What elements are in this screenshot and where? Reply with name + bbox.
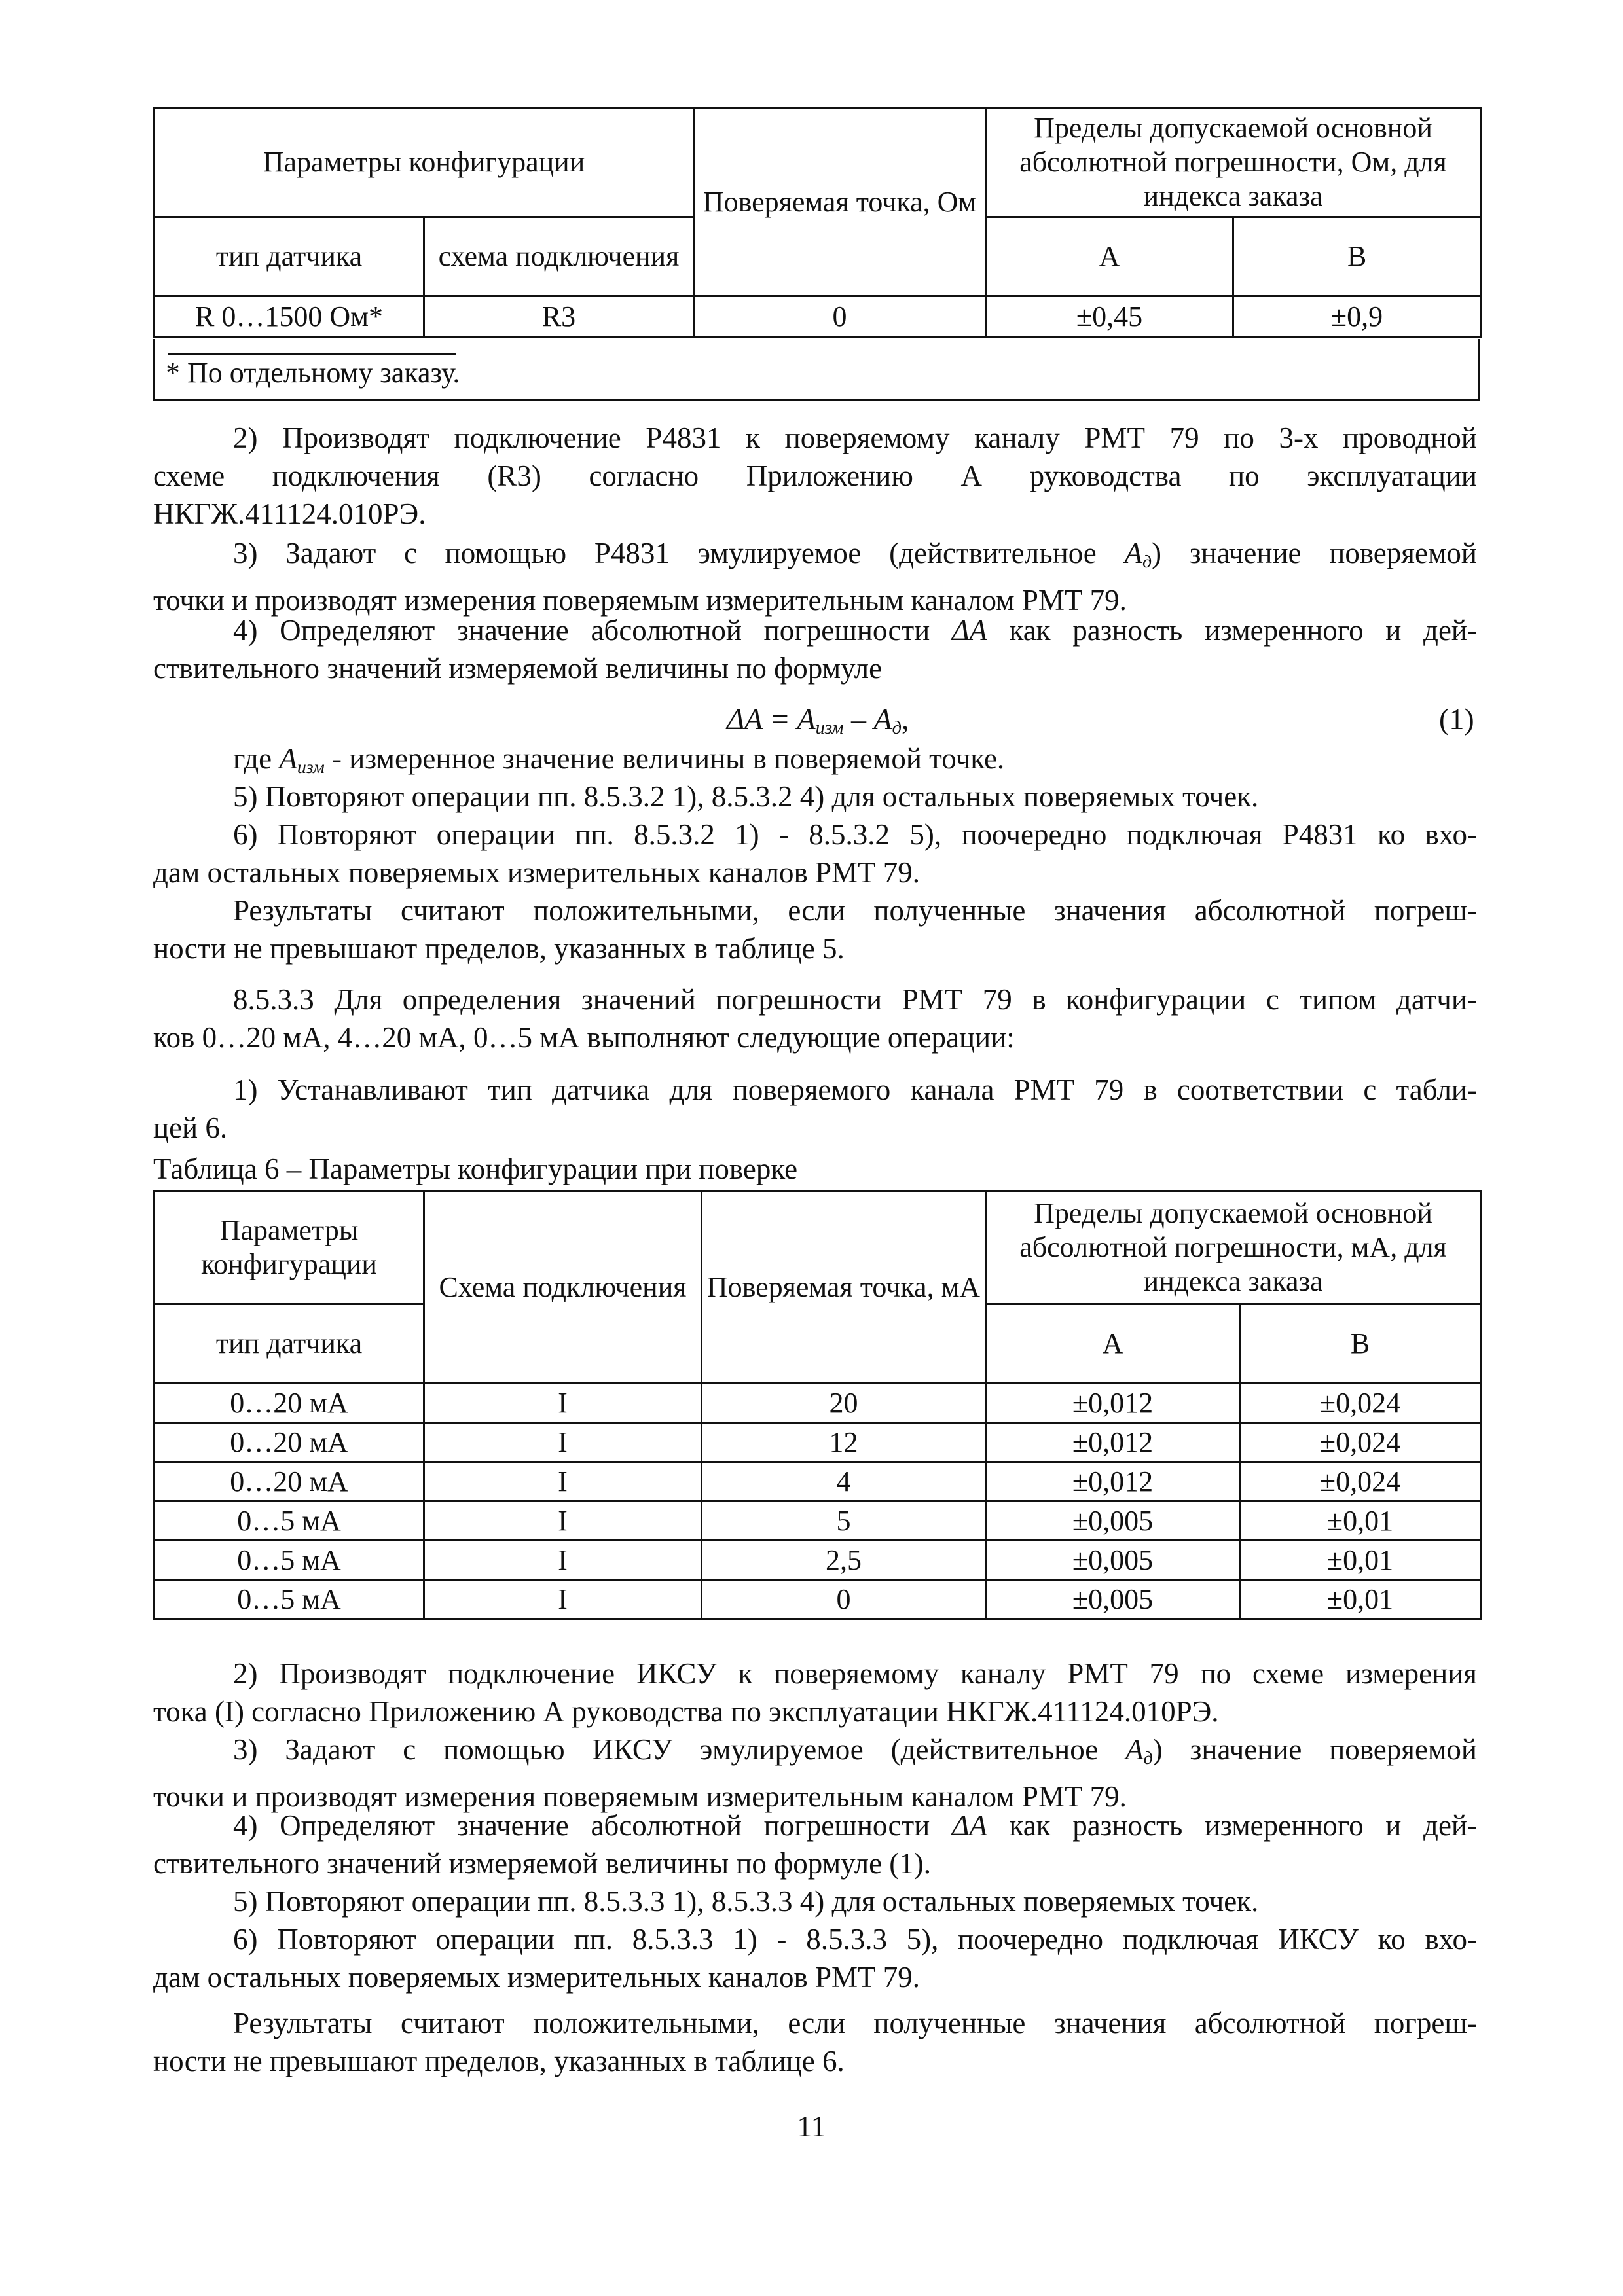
t6-cell-scheme: I (424, 1423, 702, 1462)
t6-header-params: Параметры конфигурации (155, 1191, 424, 1304)
paragraph-3 (153, 534, 1477, 619)
text-line: 2) Производят подключение Р4831 к поверяемому каналу РМТ 79 по 3-х проводной (233, 422, 1477, 454)
symbol-delta-a: ΔA (951, 614, 987, 647)
text-line: дам остальных поверяемых измерительных каналов РМТ 79. (153, 1961, 921, 1994)
paragraph-4 (153, 611, 1477, 687)
t5-header-b: В (1233, 217, 1481, 296)
table-row (155, 1423, 1481, 1462)
paragraph-6 (153, 816, 1477, 891)
paragraph-q3 (153, 1731, 1477, 1816)
formula-end: , (902, 702, 909, 736)
t6-cell-sensor: 0…20 мА (155, 1423, 424, 1462)
text-fragment: ) значение поверяемой (1152, 537, 1478, 569)
text-line: тока (I) согласно Приложению А руководства по эксплуатации НКГЖ.411124.010РЭ. (153, 1695, 1219, 1728)
t6-cell-sensor: 0…5 мА (155, 1541, 424, 1580)
symbol-a: A (279, 742, 297, 775)
t6-cell-scheme: I (424, 1462, 702, 1501)
t5-header-a: А (986, 217, 1233, 296)
formula-lhs: ΔA = A (727, 702, 816, 736)
t5-cell-b: ±0,9 (1233, 296, 1481, 338)
text-line: ности не превышают пределов, указанных в таблице 5. (153, 932, 845, 965)
t6-cell-a: ±0,012 (986, 1462, 1240, 1501)
t6-cell-b: ±0,01 (1240, 1580, 1481, 1619)
text-fragment: как разность измеренного и дей- (987, 614, 1477, 647)
t6-cell-b: ±0,024 (1240, 1423, 1481, 1462)
t6-header-limits: Пределы допускаемой основной абсолютной погрешности, мА, для индекса заказа (986, 1191, 1481, 1304)
text-fragment: 3) Задают с помощью Р4831 эмулируемое (действительное (233, 537, 1125, 569)
formula-1 (727, 702, 909, 739)
text-line: 5) Повторяют операции пп. 8.5.3.3 1), 8.5.3.3 4) для остальных поверяемых точек. (233, 1885, 1259, 1918)
table-row (155, 1462, 1481, 1501)
table-row (155, 1580, 1481, 1619)
text-fragment: ) значение поверяемой (1152, 1733, 1477, 1766)
t6-cell-a: ±0,005 (986, 1580, 1240, 1619)
symbol-delta-a: ΔA (951, 1809, 987, 1842)
paragraph-results (153, 891, 1477, 967)
t5-header-point: Поверяемая точка, Ом (694, 108, 986, 296)
paragraph-q-results (153, 2004, 1477, 2080)
text-fragment: как разность измеренного и дей- (987, 1809, 1477, 1842)
t5-cell-sensor: R 0…1500 Ом* (155, 296, 424, 338)
t6-cell-point: 4 (702, 1462, 986, 1501)
text-line (153, 611, 1477, 649)
t6-cell-point: 5 (702, 1501, 986, 1541)
t6-cell-sensor: 0…5 мА (155, 1501, 424, 1541)
text-fragment: 4) Определяют значение абсолютной погрешности (233, 1809, 952, 1842)
t6-cell-a: ±0,005 (986, 1541, 1240, 1580)
text-line: 2) Производят подключение ИКСУ к поверяемому каналу РМТ 79 по схеме измерения (233, 1657, 1477, 1690)
t6-cell-scheme: I (424, 1541, 702, 1580)
t6-cell-a: ±0,012 (986, 1423, 1240, 1462)
footnote-divider (168, 353, 456, 355)
text-line: 6) Повторяют операции пп. 8.5.3.3 1) - 8.5.3.3 5), поочередно подключая ИКСУ ко вхо- (233, 1923, 1477, 1956)
t6-cell-a: ±0,012 (986, 1384, 1240, 1423)
text-line: НКГЖ.411124.010РЭ. (153, 497, 426, 530)
symbol-a: A (1124, 537, 1142, 569)
t6-cell-scheme: I (424, 1384, 702, 1423)
text-line: 8.5.3.3 Для определения значений погрешности РМТ 79 в конфигурации с типом датчи- (233, 983, 1477, 1016)
text-fragment: 3) Задают с помощью ИКСУ эмулируемое (действительное (233, 1733, 1126, 1766)
t6-cell-sensor: 0…20 мА (155, 1462, 424, 1501)
text-line: цей 6. (153, 1111, 228, 1144)
t6-cell-b: ±0,024 (1240, 1462, 1481, 1501)
paragraph-q4 (153, 1806, 1477, 1882)
paragraph-q5 (153, 1882, 1477, 1920)
text-fragment: где (233, 742, 280, 775)
text-line: ствительного значений измеряемой величины по формуле (1). (153, 1847, 932, 1880)
subscript: д (1142, 551, 1152, 572)
step-1 (153, 1071, 1477, 1147)
text-line: Результаты считают положительными, если полученные значения абсолютной погреш- (233, 2007, 1477, 2039)
t6-header-b: В (1240, 1304, 1481, 1384)
paragraph-q2 (153, 1655, 1477, 1731)
t6-cell-scheme: I (424, 1501, 702, 1541)
t6-cell-sensor: 0…20 мА (155, 1384, 424, 1423)
text-line (153, 1731, 1477, 1778)
t6-header-sensor: тип датчика (155, 1304, 424, 1384)
t6-cell-a: ±0,005 (986, 1501, 1240, 1541)
t5-header-sensor: тип датчика (155, 217, 424, 296)
t6-cell-point: 0 (702, 1580, 986, 1619)
formula-mid: – A (843, 702, 892, 736)
t5-header-limits: Пределы допускаемой основной абсолютной погрешности, Ом, для индекса заказа (986, 108, 1481, 217)
subscript: д (1143, 1748, 1153, 1768)
t6-cell-point: 12 (702, 1423, 986, 1462)
table-6 (153, 1190, 1482, 1620)
text-line: ности не превышают пределов, указанных в таблице 6. (153, 2045, 845, 2077)
t5-cell-scheme: R3 (424, 296, 694, 338)
table-row (155, 1541, 1481, 1580)
t6-header-point: Поверяемая точка, мА (702, 1191, 986, 1384)
t5-cell-point: 0 (694, 296, 986, 338)
symbol-a: A (1125, 1733, 1144, 1766)
page-number: 11 (797, 2109, 826, 2143)
t6-cell-b: ±0,01 (1240, 1541, 1481, 1580)
paragraph-5 (153, 778, 1477, 816)
text-fragment: - измеренное значение величины в поверяемой точке. (324, 742, 1005, 775)
paragraph-q6 (153, 1920, 1477, 1996)
table-row (155, 296, 1481, 338)
t6-cell-b: ±0,01 (1240, 1501, 1481, 1541)
t6-cell-b: ±0,024 (1240, 1384, 1481, 1423)
text-line: ков 0…20 мА, 4…20 мА, 0…5 мА выполняют следующие операции: (153, 1021, 1015, 1054)
text-line: 6) Повторяют операции пп. 8.5.3.2 1) - 8.5.3.2 5), поочередно подключая Р4831 ко вхо- (233, 818, 1477, 851)
text-fragment: 4) Определяют значение абсолютной погрешности (233, 614, 952, 647)
footnote-text: * По отдельному заказу. (166, 357, 460, 389)
text-line (153, 1806, 1477, 1844)
text-line: ствительного значений измеряемой величины по формуле (153, 652, 883, 685)
text-line (153, 534, 1477, 581)
text-line: 1) Устанавливают тип датчика для поверяемого канала РМТ 79 в соответствии с табли- (233, 1073, 1477, 1106)
text-line: 5) Повторяют операции пп. 8.5.3.2 1), 8.5.3.2 4) для остальных поверяемых точек. (233, 780, 1259, 813)
subscript: изм (297, 757, 325, 778)
text-line: дам остальных поверяемых измерительных каналов РМТ 79. (153, 856, 921, 889)
formula-number: (1) (1439, 702, 1474, 736)
t6-cell-scheme: I (424, 1580, 702, 1619)
table-6-caption: Таблица 6 – Параметры конфигурации при поверке (153, 1153, 798, 1185)
section-8-5-3-3 (153, 980, 1477, 1056)
t6-header-a: А (986, 1304, 1240, 1384)
text-line: точки и производят измерения поверяемым измерительным каналом РМТ 79. (153, 583, 1127, 617)
table-row (155, 1501, 1481, 1541)
t6-cell-sensor: 0…5 мА (155, 1580, 424, 1619)
t5-header-scheme: схема подключения (424, 217, 694, 296)
text-line: Результаты считают положительными, если полученные значения абсолютной погреш- (233, 894, 1477, 927)
t5-header-params: Параметры конфигурации (155, 108, 694, 217)
text-line: схеме подключения (R3) согласно Приложению А руководства по эксплуатации (153, 459, 1477, 492)
table-row (155, 1384, 1481, 1423)
t6-cell-point: 2,5 (702, 1541, 986, 1580)
table-5-footnote (153, 339, 1480, 401)
t6-cell-point: 20 (702, 1384, 986, 1423)
t6-header-scheme: Схема подключения (424, 1191, 702, 1384)
subscript: изм (815, 718, 844, 739)
table-5 (153, 107, 1482, 338)
paragraph-2 (153, 419, 1477, 533)
t5-cell-a: ±0,45 (986, 296, 1233, 338)
text-line: точки и производят измерения поверяемым измерительным каналом РМТ 79. (153, 1780, 1127, 1813)
subscript: д (892, 718, 902, 739)
